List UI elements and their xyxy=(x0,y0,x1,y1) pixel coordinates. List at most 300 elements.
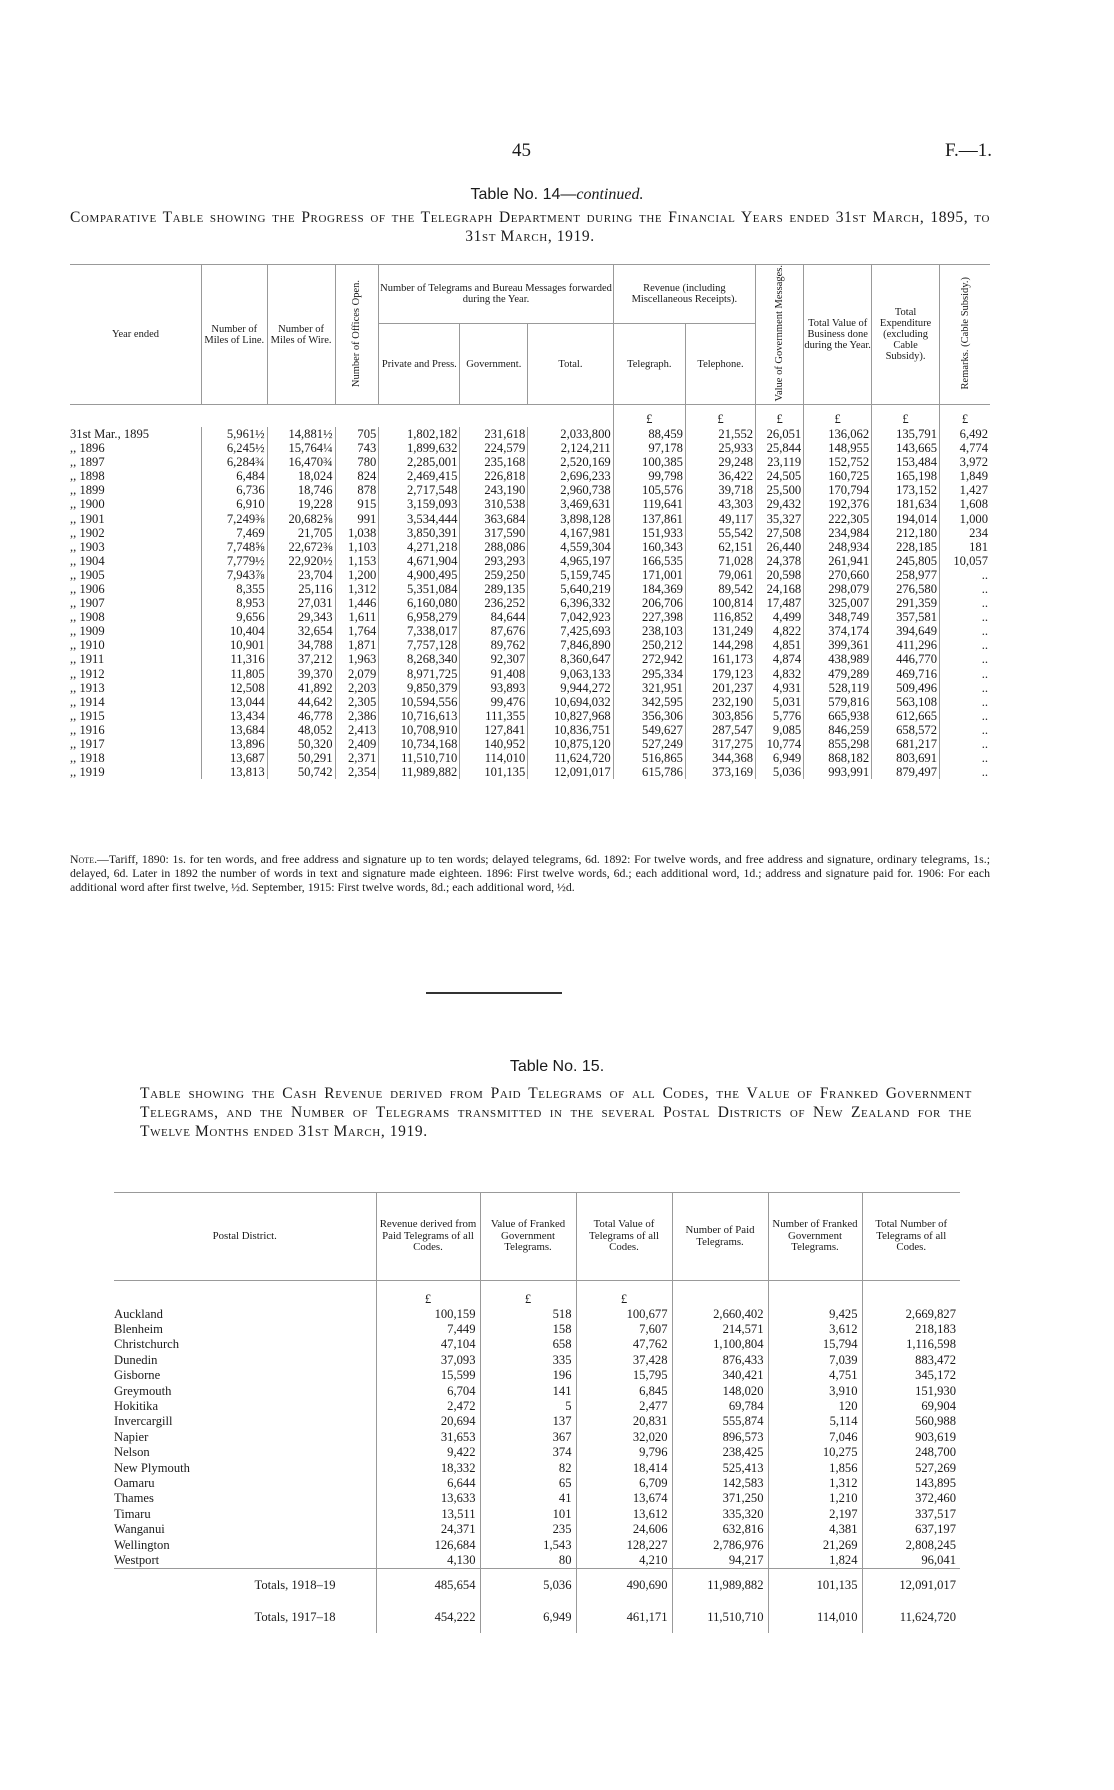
table-cell: 50,320 xyxy=(267,737,335,751)
header-miles-line: Number of Miles of Line. xyxy=(201,265,267,405)
table-cell: 79,061 xyxy=(685,568,755,582)
district-label: Thames xyxy=(114,1491,154,1506)
row-label: ,, 1901 xyxy=(70,511,105,526)
unit-label: £ xyxy=(940,405,990,427)
table-cell: 3,898,128 xyxy=(528,512,613,526)
table15-body xyxy=(114,1307,960,1634)
row-label: ,, 1897 xyxy=(70,455,105,470)
district-label: Hokitika xyxy=(114,1398,159,1413)
table-row xyxy=(114,1461,960,1476)
table-cell: 4,559,304 xyxy=(528,540,613,554)
table-cell: 8,360,647 xyxy=(528,652,613,666)
table-cell: 250,212 xyxy=(613,638,685,652)
table-cell: 22,920½ xyxy=(267,554,335,568)
table-row xyxy=(114,1399,960,1414)
table-row xyxy=(70,695,990,709)
table-cell: 96,041 xyxy=(862,1553,960,1569)
table-cell: .. xyxy=(940,765,990,779)
table-cell: 12,091,017 xyxy=(862,1569,960,1602)
unit-label: £ xyxy=(576,1281,672,1307)
table-cell: 367 xyxy=(480,1430,576,1445)
table-cell: 94,217 xyxy=(672,1553,768,1569)
table-cell: .. xyxy=(940,652,990,666)
section-divider xyxy=(426,992,562,994)
table-cell: 29,343 xyxy=(267,610,335,624)
table-cell: 181 xyxy=(940,540,990,554)
table-cell: 270,660 xyxy=(804,568,872,582)
table-cell: 160,725 xyxy=(804,469,872,483)
district-name xyxy=(114,1507,376,1522)
table-cell: 615,786 xyxy=(613,765,685,779)
table-cell: 10,594,556 xyxy=(379,695,460,709)
row-label: ,, 1896 xyxy=(70,441,105,456)
table14-caption: Comparative Table showing the Progress of the Telegraph Department during the Financial Years ended 31st March, 1895, to 31st March, 1919. xyxy=(70,209,990,245)
table-cell: 509,496 xyxy=(872,681,940,695)
totals-row xyxy=(114,1569,960,1602)
table-cell: 111,355 xyxy=(460,709,528,723)
table-row xyxy=(70,751,990,765)
table-cell: 3,972 xyxy=(940,455,990,469)
table-cell: 15,794 xyxy=(768,1337,862,1352)
table-cell: 99,476 xyxy=(460,695,528,709)
table-cell: 192,376 xyxy=(804,497,872,511)
table-cell: 10,057 xyxy=(940,554,990,568)
table-cell: 2,386 xyxy=(335,709,379,723)
table-cell: 227,398 xyxy=(613,610,685,624)
row-label: ,, 1909 xyxy=(70,624,105,639)
table-cell: 3,850,391 xyxy=(379,526,460,540)
table-row xyxy=(114,1507,960,1522)
table-cell: 4,822 xyxy=(756,624,804,638)
table-cell: 4,965,197 xyxy=(528,554,613,568)
table-cell: 9,850,379 xyxy=(379,681,460,695)
table-cell: 612,665 xyxy=(872,709,940,723)
table-cell: 128,227 xyxy=(576,1538,672,1553)
table-cell: 100,159 xyxy=(376,1307,480,1322)
table-cell: 743 xyxy=(335,441,379,455)
table-cell: 119,641 xyxy=(613,497,685,511)
table15-title: Table No. 15. xyxy=(509,1058,605,1075)
header-year: Year ended xyxy=(111,329,159,341)
table-cell: 151,933 xyxy=(613,526,685,540)
table-cell: 50,742 xyxy=(267,765,335,779)
table-cell: 170,794 xyxy=(804,483,872,497)
table-cell: 3,612 xyxy=(768,1322,862,1337)
table14 xyxy=(70,264,990,779)
table-cell: 69,904 xyxy=(862,1399,960,1414)
table-cell: 222,305 xyxy=(804,512,872,526)
header-total-number: Total Number of Telegrams of all Codes. xyxy=(862,1193,960,1281)
table-cell: 105,576 xyxy=(613,483,685,497)
table-cell: 101,135 xyxy=(460,765,528,779)
table-cell: 317,275 xyxy=(685,737,755,751)
header-govt-value-text: Value of Government Messages. xyxy=(774,265,786,402)
table-cell: 2,660,402 xyxy=(672,1307,768,1322)
table-cell: 148,020 xyxy=(672,1384,768,1399)
table-cell: .. xyxy=(940,723,990,737)
table-cell: 7,779½ xyxy=(201,554,267,568)
table-cell: 12,508 xyxy=(201,681,267,695)
units-spacer xyxy=(70,405,613,427)
header-district: Postal District. xyxy=(212,1229,277,1242)
table15 xyxy=(114,1192,960,1633)
table-cell: 5,159,745 xyxy=(528,568,613,582)
table-row xyxy=(70,596,990,610)
table-cell: 5,776 xyxy=(756,709,804,723)
unit-label: £ xyxy=(872,405,940,427)
table-row xyxy=(70,624,990,638)
table-cell: 12,091,017 xyxy=(528,765,613,779)
table-cell: 335,320 xyxy=(672,1507,768,1522)
row-label: ,, 1913 xyxy=(70,680,105,695)
table-row xyxy=(70,765,990,779)
table-cell: 25,933 xyxy=(685,441,755,455)
table-cell: 3,534,444 xyxy=(379,512,460,526)
table-cell: 555,874 xyxy=(672,1414,768,1429)
table-row xyxy=(114,1445,960,1460)
table-row xyxy=(114,1307,960,1322)
table-cell: 69,784 xyxy=(672,1399,768,1414)
table-row xyxy=(70,568,990,582)
table-cell: 18,024 xyxy=(267,469,335,483)
table-cell: 518 xyxy=(480,1307,576,1322)
totals-row xyxy=(114,1601,960,1633)
table-cell: 34,788 xyxy=(267,638,335,652)
table-cell: 5,036 xyxy=(756,765,804,779)
table-cell: 21,552 xyxy=(685,427,755,441)
table-cell: 6,958,279 xyxy=(379,610,460,624)
table-cell: 24,168 xyxy=(756,582,804,596)
table-cell: 6,949 xyxy=(756,751,804,765)
table-cell: 258,977 xyxy=(872,568,940,582)
table-cell: 637,197 xyxy=(862,1522,960,1537)
district-name xyxy=(114,1476,376,1491)
table-cell: 4,851 xyxy=(756,638,804,652)
table-cell: 6,492 xyxy=(940,427,990,441)
table-cell: 13,633 xyxy=(376,1491,480,1506)
table-cell: 469,716 xyxy=(872,667,940,681)
table-cell: 11,624,720 xyxy=(862,1601,960,1633)
district-name xyxy=(114,1522,376,1537)
row-label: ,, 1908 xyxy=(70,610,105,625)
table-cell: 20,682⅝ xyxy=(267,512,335,526)
table-row xyxy=(70,512,990,526)
table-cell: 248,934 xyxy=(804,540,872,554)
table-cell: 4,271,218 xyxy=(379,540,460,554)
table-cell: 1,608 xyxy=(940,497,990,511)
table-cell: 342,595 xyxy=(613,695,685,709)
table-cell: 2,124,211 xyxy=(528,441,613,455)
table-cell: 5,640,219 xyxy=(528,582,613,596)
unit-label: £ xyxy=(756,405,804,427)
table-cell: 1,210 xyxy=(768,1491,862,1506)
table-cell: 24,606 xyxy=(576,1522,672,1537)
table-cell: 44,642 xyxy=(267,695,335,709)
table-cell: .. xyxy=(940,582,990,596)
table-cell: 15,764¼ xyxy=(267,441,335,455)
table-cell: 357,581 xyxy=(872,610,940,624)
table-cell: 993,991 xyxy=(804,765,872,779)
header-remarks xyxy=(940,265,990,405)
table-cell: 4,499 xyxy=(756,610,804,624)
table-cell: 11,989,882 xyxy=(379,765,460,779)
table-cell: 48,052 xyxy=(267,723,335,737)
table-cell: 136,062 xyxy=(804,427,872,441)
table-cell: 356,306 xyxy=(613,709,685,723)
table-cell: 288,086 xyxy=(460,540,528,554)
table-cell: .. xyxy=(940,596,990,610)
table-cell: 11,510,710 xyxy=(672,1601,768,1633)
table-cell: 563,108 xyxy=(872,695,940,709)
table-cell: 11,510,710 xyxy=(379,751,460,765)
totals-label: Totals, 1917–18 xyxy=(254,1610,336,1625)
table-cell: 14,881½ xyxy=(267,427,335,441)
header-offices xyxy=(335,265,379,405)
district-name xyxy=(114,1414,376,1429)
district-label: Greymouth xyxy=(114,1383,172,1398)
table-row xyxy=(114,1337,960,1352)
table-cell: 2,413 xyxy=(335,723,379,737)
district-name xyxy=(114,1337,376,1352)
table-cell: 84,644 xyxy=(460,610,528,624)
row-label: ,, 1919 xyxy=(70,765,105,780)
table-cell: 2,717,548 xyxy=(379,483,460,497)
table-cell: 236,252 xyxy=(460,596,528,610)
table-cell: 780 xyxy=(335,455,379,469)
table-cell: 1,764 xyxy=(335,624,379,638)
table-cell: 24,371 xyxy=(376,1522,480,1537)
district-label: Timaru xyxy=(114,1506,151,1521)
table-cell: 4,832 xyxy=(756,667,804,681)
table-cell: 16,470¾ xyxy=(267,455,335,469)
table-cell: 2,520,169 xyxy=(528,455,613,469)
table-cell: 92,307 xyxy=(460,652,528,666)
table-cell: .. xyxy=(940,638,990,652)
table-cell: 50,291 xyxy=(267,751,335,765)
table-cell: 238,103 xyxy=(613,624,685,638)
table-cell: 43,303 xyxy=(685,497,755,511)
table-cell: 100,385 xyxy=(613,455,685,469)
note-label: Note. xyxy=(70,852,98,866)
table-cell: 6,704 xyxy=(376,1384,480,1399)
table-cell: 1,427 xyxy=(940,483,990,497)
table-cell: 681,217 xyxy=(872,737,940,751)
table-row xyxy=(114,1538,960,1553)
table-cell: 116,852 xyxy=(685,610,755,624)
table15-caption: Table showing the Cash Revenue derived from Paid Telegrams of all Codes, the Value of Franked Government Telegrams, and the Number of Telegrams transmitted in the several Postal Districts of New Zealand for the Twelve Months ended 31st March, 1919. xyxy=(140,1085,972,1140)
table-cell: 6,949 xyxy=(480,1601,576,1633)
table-cell: 485,654 xyxy=(376,1569,480,1602)
table-cell: 29,248 xyxy=(685,455,755,469)
header-miles-wire: Number of Miles of Wire. xyxy=(267,265,335,405)
totals-label: Totals, 1918–19 xyxy=(254,1578,336,1593)
header-offices-text: Number of Offices Open. xyxy=(351,279,363,387)
table-cell: 226,818 xyxy=(460,469,528,483)
table-cell: 13,612 xyxy=(576,1507,672,1522)
table-cell: 6,709 xyxy=(576,1476,672,1491)
table-cell: 4,381 xyxy=(768,1522,862,1537)
district-label: Oamaru xyxy=(114,1475,155,1490)
table-cell: 337,517 xyxy=(862,1507,960,1522)
table-cell: 25,844 xyxy=(756,441,804,455)
table-cell: 224,579 xyxy=(460,441,528,455)
table-cell: 303,856 xyxy=(685,709,755,723)
table-cell: 1,824 xyxy=(768,1553,862,1569)
table-cell: 371,250 xyxy=(672,1491,768,1506)
table-cell: 2,696,233 xyxy=(528,469,613,483)
table-cell: 91,408 xyxy=(460,667,528,681)
district-name xyxy=(114,1399,376,1414)
table-cell: .. xyxy=(940,681,990,695)
table-row xyxy=(70,526,990,540)
table-cell: 310,538 xyxy=(460,497,528,511)
table-cell: 47,762 xyxy=(576,1337,672,1352)
table-cell: 158 xyxy=(480,1322,576,1337)
table-cell: 454,222 xyxy=(376,1601,480,1633)
table-cell: 89,542 xyxy=(685,582,755,596)
table-cell: 6,910 xyxy=(201,497,267,511)
table-row xyxy=(114,1491,960,1506)
table-cell: 41 xyxy=(480,1491,576,1506)
table-cell: 372,460 xyxy=(862,1491,960,1506)
table-cell: 4,210 xyxy=(576,1553,672,1569)
table-cell: 18,414 xyxy=(576,1461,672,1476)
district-name xyxy=(114,1538,376,1553)
table-row xyxy=(70,483,990,497)
table-cell: 212,180 xyxy=(872,526,940,540)
table-cell: 80 xyxy=(480,1553,576,1569)
table-cell: 171,001 xyxy=(613,568,685,582)
table-cell: 1,446 xyxy=(335,596,379,610)
table-cell: 20,598 xyxy=(756,568,804,582)
table-cell: 2,305 xyxy=(335,695,379,709)
table-cell: 1,000 xyxy=(940,512,990,526)
row-label: ,, 1916 xyxy=(70,722,105,737)
table-cell: 2,409 xyxy=(335,737,379,751)
table-cell: 131,249 xyxy=(685,624,755,638)
table-row xyxy=(70,681,990,695)
header-government: Government. xyxy=(460,324,528,405)
table-cell: 525,413 xyxy=(672,1461,768,1476)
table-cell: 348,749 xyxy=(804,610,872,624)
table-cell: 6,736 xyxy=(201,483,267,497)
table-cell: 10,734,168 xyxy=(379,737,460,751)
district-label: New Plymouth xyxy=(114,1460,190,1475)
table14-title-main: Table No. 14— xyxy=(470,186,577,203)
table-row xyxy=(70,441,990,455)
district-name xyxy=(114,1430,376,1445)
table-cell: 394,649 xyxy=(872,624,940,638)
table-row xyxy=(70,667,990,681)
table-cell: 26,051 xyxy=(756,427,804,441)
header-franked-number: Number of Franked Government Telegrams. xyxy=(768,1193,862,1281)
table-cell: 516,865 xyxy=(613,751,685,765)
table-cell: 374,174 xyxy=(804,624,872,638)
table-cell: 321,951 xyxy=(613,681,685,695)
table-cell: 37,428 xyxy=(576,1353,672,1368)
table-cell: 1,100,804 xyxy=(672,1337,768,1352)
table-cell: 10,836,751 xyxy=(528,723,613,737)
table-cell: 7,046 xyxy=(768,1430,862,1445)
table-cell: 803,691 xyxy=(872,751,940,765)
table-cell: 5,351,084 xyxy=(379,582,460,596)
table-cell: 21,705 xyxy=(267,526,335,540)
table-cell: 1,312 xyxy=(335,582,379,596)
header-revenue: Revenue derived from Paid Telegrams of all Codes. xyxy=(376,1193,480,1281)
table-cell: 824 xyxy=(335,469,379,483)
row-label: ,, 1902 xyxy=(70,525,105,540)
table-cell: 1,963 xyxy=(335,652,379,666)
table-row xyxy=(114,1522,960,1537)
table-cell: 6,284¾ xyxy=(201,455,267,469)
table-cell: 5 xyxy=(480,1399,576,1414)
table-cell: 1,312 xyxy=(768,1476,862,1491)
table-cell: 11,805 xyxy=(201,667,267,681)
table-cell: 374 xyxy=(480,1445,576,1460)
table-cell: 9,422 xyxy=(376,1445,480,1460)
header-private: Private and Press. xyxy=(379,324,460,405)
table-row xyxy=(114,1368,960,1383)
table-cell: .. xyxy=(940,568,990,582)
table-row xyxy=(114,1430,960,1445)
table-cell: 13,434 xyxy=(201,709,267,723)
table-cell: 7,039 xyxy=(768,1353,862,1368)
table-cell: 6,484 xyxy=(201,469,267,483)
table-cell: 2,669,827 xyxy=(862,1307,960,1322)
district-name xyxy=(114,1307,376,1322)
table14-note xyxy=(70,852,990,894)
table-cell: 10,694,032 xyxy=(528,695,613,709)
table-cell: 5,961½ xyxy=(201,427,267,441)
table-cell: 560,988 xyxy=(862,1414,960,1429)
table-row xyxy=(70,652,990,666)
table14-title-suffix: continued. xyxy=(576,186,644,203)
table-cell: 289,135 xyxy=(460,582,528,596)
unit-label: £ xyxy=(613,405,685,427)
table-cell: 137 xyxy=(480,1414,576,1429)
row-label: 31st Mar., 1895 xyxy=(70,426,150,441)
unit-label: £ xyxy=(376,1281,480,1307)
page-number: 45 xyxy=(512,140,531,161)
table-cell: .. xyxy=(940,709,990,723)
table-cell: 10,716,613 xyxy=(379,709,460,723)
table-cell: 276,580 xyxy=(872,582,940,596)
table-cell: 7,469 xyxy=(201,526,267,540)
table-cell: 2,079 xyxy=(335,667,379,681)
header-franked-value: Value of Franked Government Telegrams. xyxy=(480,1193,576,1281)
table-cell: 10,404 xyxy=(201,624,267,638)
table-cell: 37,212 xyxy=(267,652,335,666)
district-name xyxy=(114,1384,376,1399)
table-cell: 991 xyxy=(335,512,379,526)
table-cell: 181,634 xyxy=(872,497,940,511)
header-remarks-text: Remarks. (Cable Subsidy.) xyxy=(959,276,971,390)
table-cell: 165,198 xyxy=(872,469,940,483)
table-cell: .. xyxy=(940,751,990,765)
row-label: ,, 1915 xyxy=(70,708,105,723)
table-row xyxy=(114,1384,960,1399)
table-cell: 137,861 xyxy=(613,512,685,526)
table-cell: 10,275 xyxy=(768,1445,862,1460)
table-cell: 235,168 xyxy=(460,455,528,469)
table-cell: 41,892 xyxy=(267,681,335,695)
table-cell: 7,425,693 xyxy=(528,624,613,638)
district-label: Dunedin xyxy=(114,1352,158,1367)
table-cell: 25,116 xyxy=(267,582,335,596)
table-cell: 1,871 xyxy=(335,638,379,652)
table-cell: 120 xyxy=(768,1399,862,1414)
table-cell: 11,316 xyxy=(201,652,267,666)
